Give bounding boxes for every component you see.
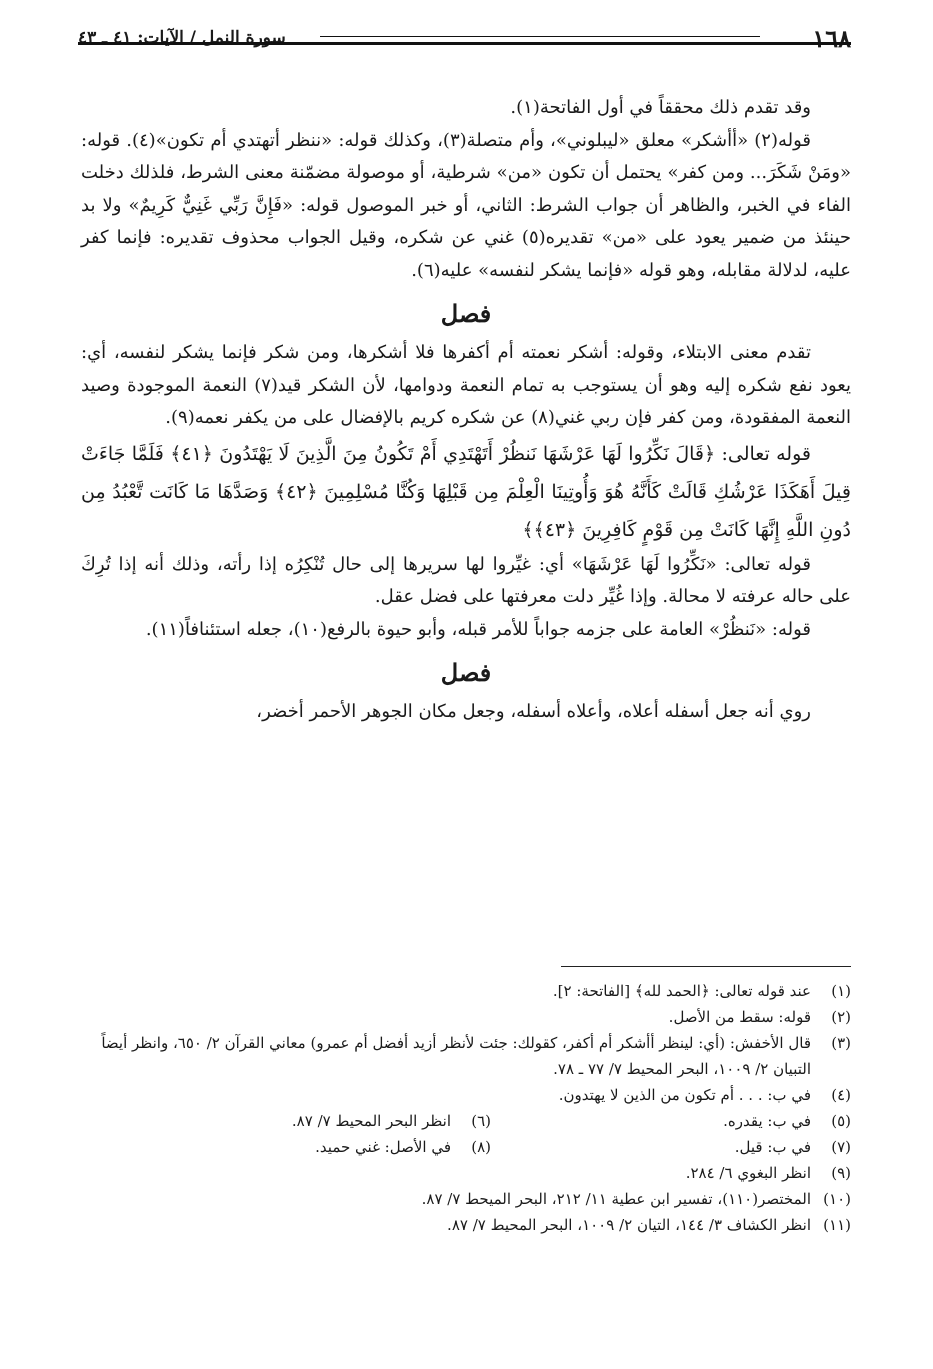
footnote-7 — [491, 1134, 851, 1160]
paragraph-5: قوله تعالى: «نَكِّرُوا لَهَا عَرْشَهَا» أي: غيِّروا لها سريرها إلى حال تُنْكِرُه إذا رأته، وذلك أنه إذا تُرِكَ على حاله عرفته لا محالة. وإذا غُيِّر دلت معرفتها على فضل عقل. — [81, 553, 851, 607]
footnote-6 — [131, 1108, 491, 1134]
section-heading-2: فصل — [440, 658, 492, 687]
footnote-number: (٧) — [831, 1138, 851, 1156]
footnote-number: (٩) — [831, 1164, 851, 1182]
footnote-4 — [81, 1082, 851, 1108]
footnote-text: قال الأخفش: (أي: لينظر أأشكر أم أكفر، كقولك: جئت لأنظر أزيد أفضل أم عمرو) معاني القرآن ٢/ ٦٥٠، وانظر أيضاً التبيان ٢/ ١٠٠٩، البحر المحيط ٧/ ٧٧ ـ ٧٨. — [101, 1034, 811, 1078]
footnote-text: المختصر(١١٠)، تفسير ابن عطية ١١/ ٢١٢، البحر الميحط ٧/ ٨٧. — [421, 1190, 811, 1208]
paragraph-7: روي أنه جعل أسفله أعلاه، وأعلاه أسفله، وجعل مكان الجوهر الأحمر أخضر، — [256, 701, 811, 722]
footnote-number: (٦) — [471, 1112, 491, 1130]
footnote-number: (١١) — [823, 1216, 851, 1234]
header-rule-thin — [320, 36, 760, 37]
footnote-text: قوله: سقط من الأصل. — [668, 1008, 811, 1026]
footnote-text: انظر البغوي ٦/ ٢٨٤. — [685, 1164, 811, 1182]
footnote-text: في ب: . . . أم تكون من الذين لا يهتدون. — [558, 1086, 811, 1104]
footnotes — [81, 978, 851, 1238]
footnote-text: انظر البحر المحيط ٧/ ٨٧. — [291, 1112, 451, 1130]
footnote-text: في ب: يقدره. — [723, 1112, 811, 1130]
header-rule — [78, 42, 851, 45]
footnote-5 — [491, 1108, 851, 1134]
paragraph-2: قوله(٢) «أأشكر» معلق «ليبلوني»، وأم متصلة(٣)، وكذلك قوله: «ننظر أتهتدي أم تكون»(٤). قوله: «ومَنْ شَكَرَ... ومن كفر» يحتمل أن تكون «من» شرطية، أو موصولة مضمّنة معنى الشرط، فلذلك دخلت الفاء في الخبر، والظاهر أن جواب الشرط: الثاني، أو خبر الموصول قوله: «فَإِنَّ رَبِّي غَنِيٌّ كَرِيمٌ» ولا بد حينئذ من ضمير يعود على «من» تقديره(٥) غني عن شكره، وقيل الجواب محذوف تقديره: فإنما كفر عليه، لدلالة مقابله، وهو قوله «فإنما يشكر لنفسه» عليه(٦). — [81, 129, 852, 281]
footnote-text: عند قوله تعالى: ﴿الحمد لله﴾ [الفاتحة: ٢]. — [552, 982, 811, 1000]
paragraph-3: تقدم معنى الابتلاء، وقوله: أشكر نعمته أم أكفرها فلا أشكرها، ومن شكر فإنما يشكر لنفسه، أي: يعود نفع شكره إليه وهو أن يستوجب به تمام النعمة ودوامها، لأن الشكر قيد(٧) النعمة الموجودة وصيد النعمة المفقودة، ومن كفر فإن ربي غني(٨) عن شكره كريم بالإفضال على من يكفر نعمه(٩). — [81, 342, 851, 428]
footnote-text: في الأصل: غني حميد. — [315, 1138, 451, 1156]
footnote-number: (١) — [831, 982, 851, 1000]
footnote-11 — [81, 1212, 851, 1238]
footnote-number: (٨) — [471, 1138, 491, 1156]
footnote-1 — [81, 978, 851, 1004]
footnote-9 — [81, 1160, 851, 1186]
page-number: ١٦٨ — [812, 24, 851, 53]
page-header — [78, 20, 851, 60]
quran-verses: قوله تعالى: ﴿قَالَ نَكِّرُوا لَهَا عَرْشَهَا نَنظُرْ أَتَهْتَدِي أَمْ تَكُونُ مِنَ الَّذِينَ لَا يَهْتَدُونَ ﴿٤١﴾ فَلَمَّا جَاءَتْ قِيلَ أَهَكَذَا عَرْشُكِ قَالَتْ كَأَنَّهُ هُوَ وَأُوتِينَا الْعِلْمَ مِن قَبْلِهَا وَكُنَّا مُسْلِمِينَ ﴿٤٢﴾ وَصَدَّهَا مَا كَانَت تَّعْبُدُ مِن دُونِ اللَّهِ إِنَّهَا كَانَتْ مِن قَوْمٍ كَافِرِينَ ﴿٤٣﴾﴾ — [81, 442, 852, 541]
footnote-8 — [131, 1134, 491, 1160]
footnote-number: (٢) — [831, 1008, 851, 1026]
footnote-number: (٣) — [831, 1034, 851, 1052]
paragraph-6: قوله: «نَنظُرْ» العامة على جزمه جواباً للأمر قبله، وأبو حيوة بالرفع(١٠)، جعله استئنافاً(١١). — [145, 618, 811, 640]
footnote-number: (٥) — [831, 1112, 851, 1130]
footnote-10 — [81, 1186, 851, 1212]
footnote-text: انظر الكشاف ٣/ ١٤٤، التيان ٢/ ١٠٠٩، البحر المحيط ٧/ ٨٧. — [447, 1216, 811, 1234]
main-text — [81, 92, 851, 729]
footnote-row-7-8 — [81, 1134, 851, 1160]
running-title: سورة النمل / الآيات: ٤١ ـ ٤٣ — [78, 28, 286, 48]
footnote-text: في ب: قيل. — [734, 1138, 811, 1156]
footnote-3 — [81, 1030, 851, 1082]
footnote-number: (١٠) — [823, 1190, 851, 1208]
footnote-2 — [81, 1004, 851, 1030]
footnote-separator — [561, 966, 851, 967]
footnote-row-5-6 — [81, 1108, 851, 1134]
paragraph-1: وقد تقدم ذلك محققاً في أول الفاتحة(١). — [510, 97, 811, 118]
footnote-number: (٤) — [831, 1086, 851, 1104]
section-heading-1: فصل — [440, 299, 492, 328]
